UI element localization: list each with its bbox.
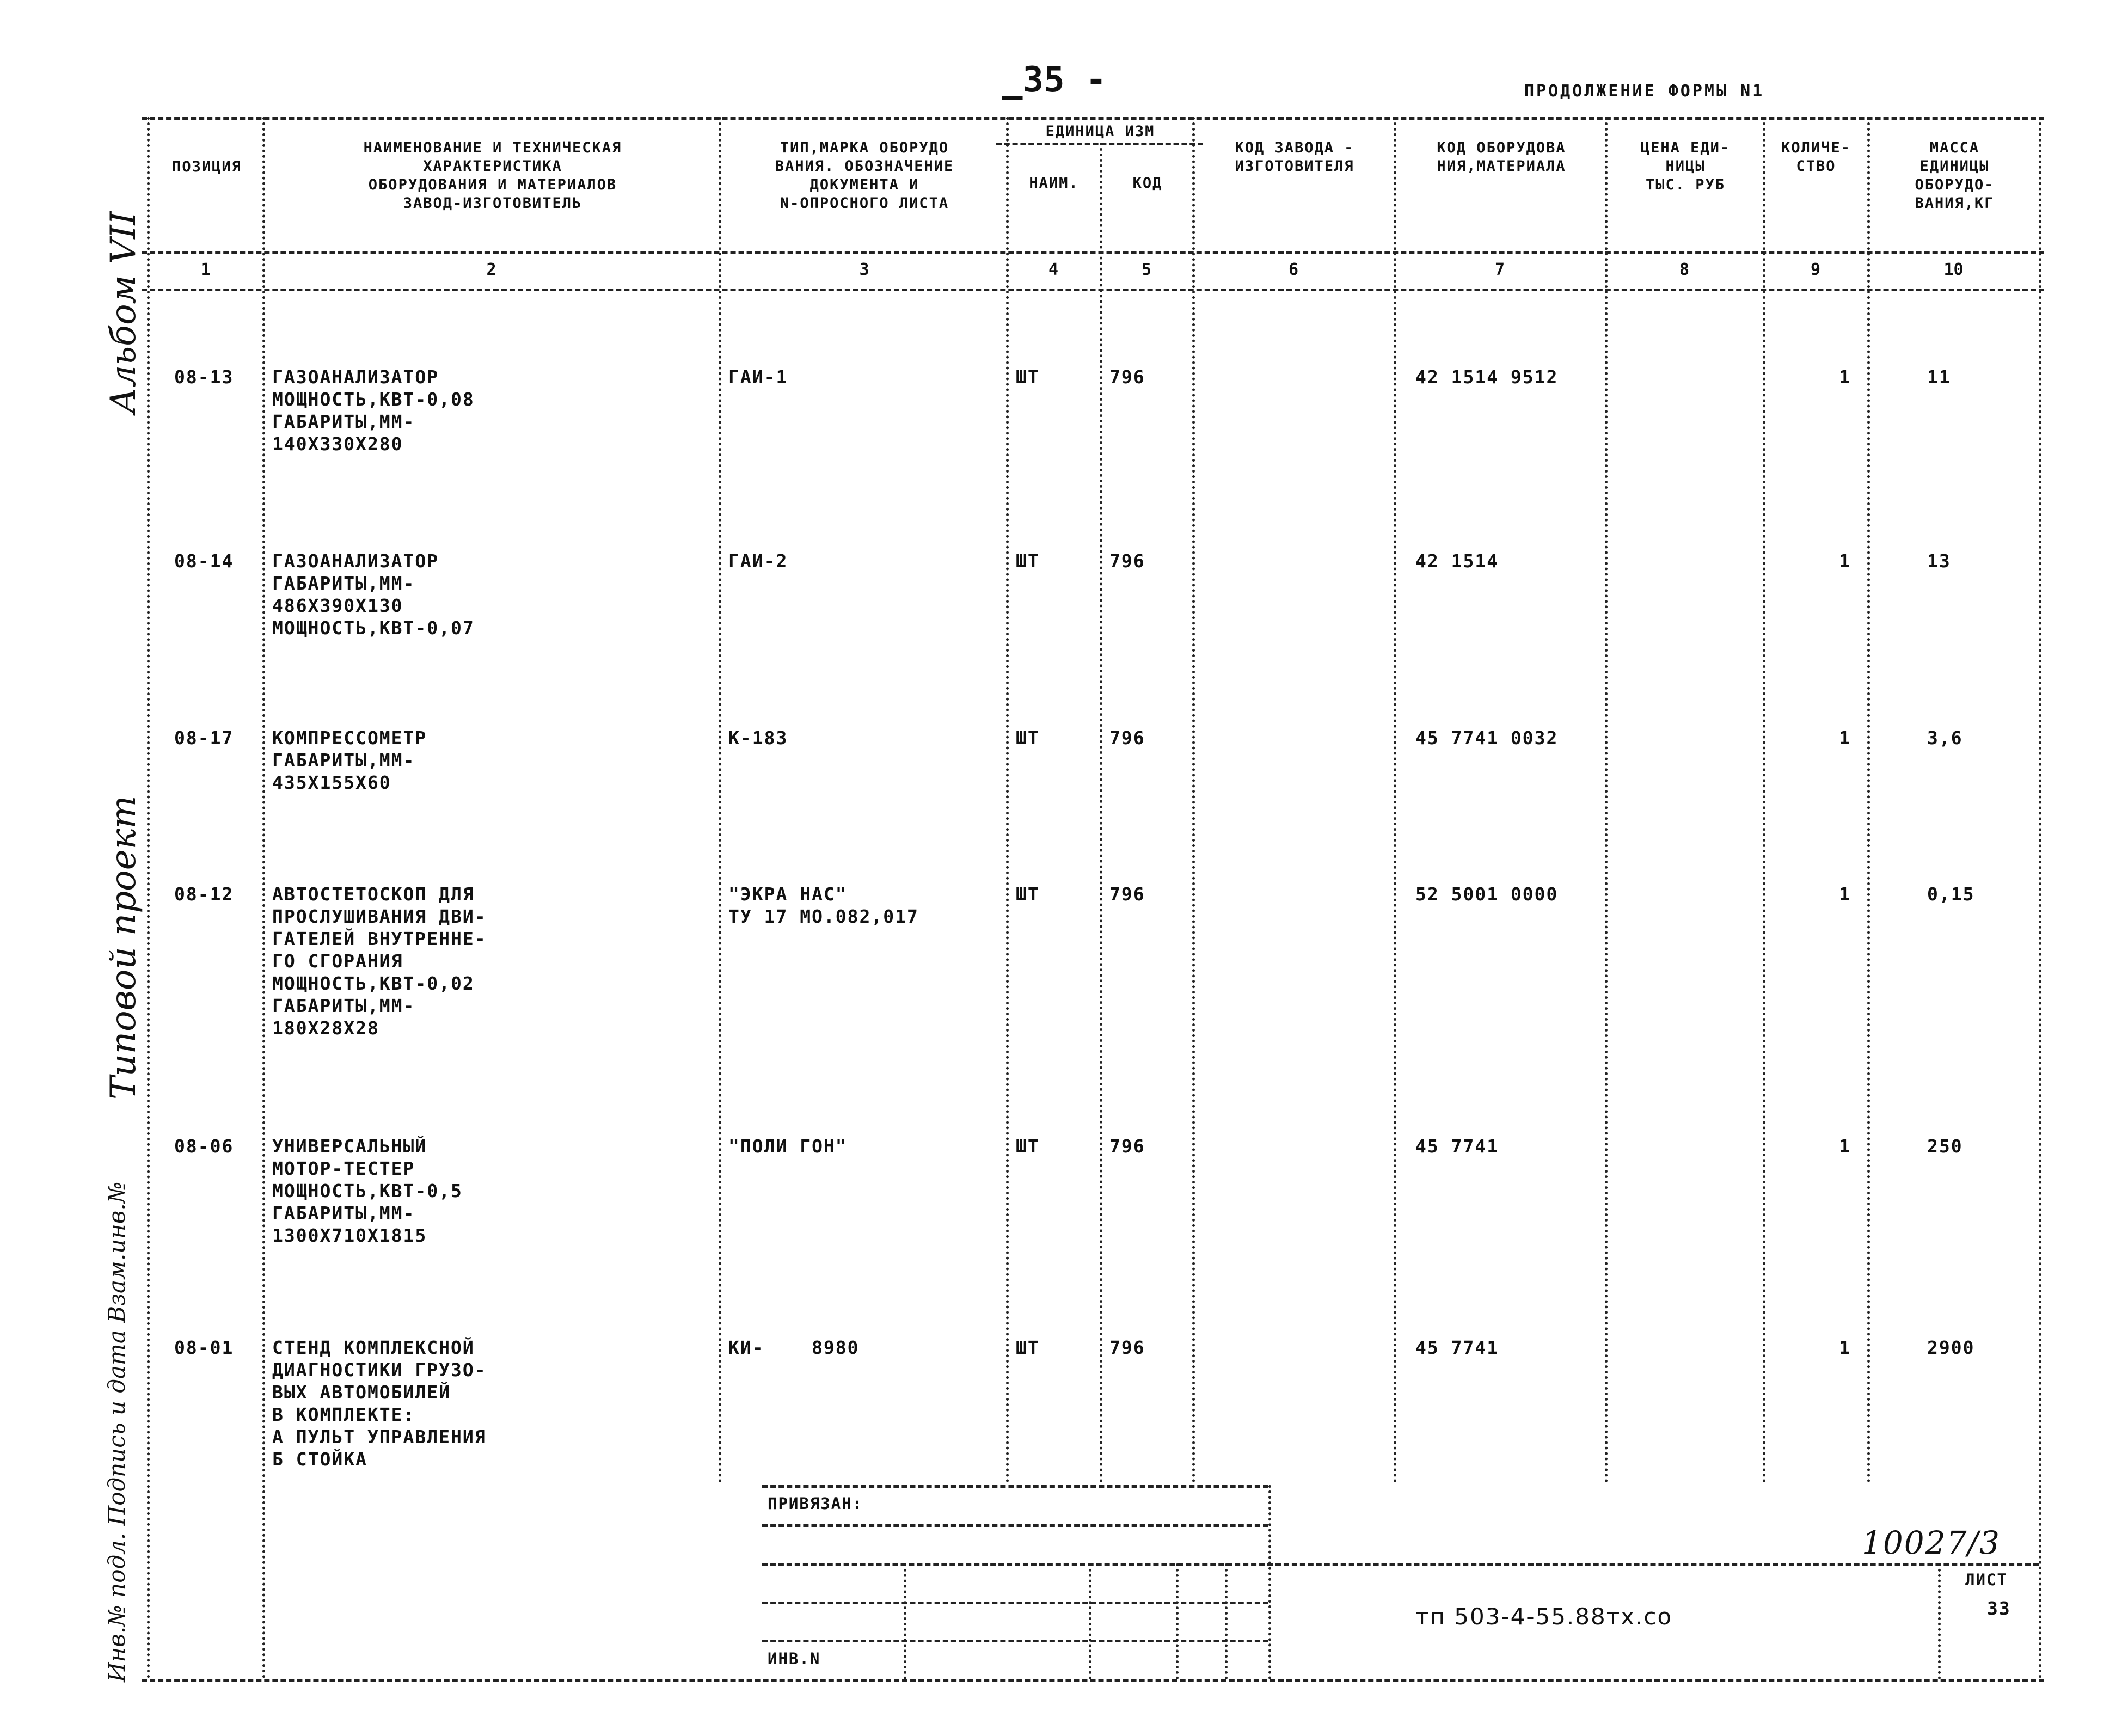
row-position: 08-01 xyxy=(174,1337,234,1358)
page-number: _35 - xyxy=(1002,60,1107,100)
col-divider xyxy=(1006,117,1009,1483)
col-divider xyxy=(147,117,150,1679)
header-unit-code: КОД xyxy=(1132,175,1163,192)
document-code: тп 503-4-55.88тх.со xyxy=(1415,1603,1673,1630)
stamp-divider xyxy=(1176,1563,1179,1679)
column-number: 6 xyxy=(1288,260,1299,279)
stamp-divider xyxy=(1938,1563,1941,1679)
row-type: К-183 xyxy=(728,727,788,749)
row-unit: ШТ xyxy=(1016,727,1040,749)
row-quantity: 1 xyxy=(1839,550,1851,572)
margin-signatures: Инв.№ подл. Подпись и дата Взам.инв.№ xyxy=(103,1181,130,1682)
row-mass: 0,15 xyxy=(1927,884,1975,905)
row-equipment-code: 45 7741 0032 xyxy=(1415,727,1559,749)
header-unit-name: НАИМ. xyxy=(1029,175,1079,192)
sheet-number: 33 xyxy=(1987,1598,2011,1619)
column-number: 7 xyxy=(1494,260,1505,279)
row-unit: ШТ xyxy=(1016,550,1040,572)
column-number: 1 xyxy=(200,260,211,279)
row-position: 08-17 xyxy=(174,727,234,749)
row-equipment-code: 42 1514 9512 xyxy=(1415,366,1559,388)
row-quantity: 1 xyxy=(1839,884,1851,905)
stamp-divider xyxy=(1089,1563,1091,1679)
row-unit: ШТ xyxy=(1016,884,1040,905)
column-number: 3 xyxy=(859,260,869,279)
row-equipment-code: 42 1514 xyxy=(1415,550,1499,572)
inventory-number-label: ИНВ.N xyxy=(768,1649,821,1668)
stamp-line xyxy=(762,1563,2039,1566)
stamp-line xyxy=(762,1602,1268,1604)
row-quantity: 1 xyxy=(1839,366,1851,388)
stamp-line xyxy=(762,1485,1268,1488)
row-type: ГАИ-2 xyxy=(728,550,788,572)
row-equipment-code: 45 7741 xyxy=(1415,1136,1499,1157)
row-type: "ЭКРА НАС" ТУ 17 МО.082,017 xyxy=(728,884,919,927)
row-quantity: 1 xyxy=(1839,1136,1851,1157)
col-divider xyxy=(719,117,721,1483)
row-position: 08-12 xyxy=(174,884,234,905)
row-mass: 2900 xyxy=(1927,1337,1975,1358)
col-divider xyxy=(262,117,265,1679)
column-number: 4 xyxy=(1048,260,1059,279)
row-name: СТЕНД КОМПЛЕКСНОЙ ДИАГНОСТИКИ ГРУЗО- ВЫХ АВТОМОБИЛЕЙ В КОМПЛЕКТЕ: А ПУЛЬТ УПРАВЛЕНИЯ Б СТОЙКА xyxy=(272,1337,487,1470)
row-unit: ШТ xyxy=(1016,1136,1040,1157)
table-bottom-border xyxy=(142,1679,2044,1682)
row-position: 08-13 xyxy=(174,366,234,388)
header-unit: ЕДИНИЦА ИЗМ xyxy=(1045,123,1155,140)
column-number: 10 xyxy=(1943,260,1964,279)
header-manufacturer-code: КОД ЗАВОДА - ИЗГОТОВИТЕЛЯ xyxy=(1235,139,1354,175)
column-number: 9 xyxy=(1810,260,1821,279)
row-name: АВТОСТЕТОСКОП ДЛЯ ПРОСЛУШИВАНИЯ ДВИ- ГАТЕЛЕЙ ВНУТРЕННЕ- ГО СГОРАНИЯ МОЩНОСТЬ,КВТ-0,02 ГАБАРИТЫ,ММ- 180Х28Х28 xyxy=(272,884,487,1039)
col-divider xyxy=(1605,117,1608,1483)
col-divider xyxy=(1192,117,1195,1483)
row-name: ГАЗОАНАЛИЗАТОР МОЩНОСТЬ,КВТ-0,08 ГАБАРИТЫ,ММ- 140Х330Х280 xyxy=(272,366,475,455)
col-divider xyxy=(2039,117,2041,1679)
sheet-label: ЛИСТ xyxy=(1965,1571,2008,1589)
stamp-line xyxy=(762,1524,1268,1527)
row-name: ГАЗОАНАЛИЗАТОР ГАБАРИТЫ,ММ- 486Х390Х130 МОЩНОСТЬ,КВТ-0,07 xyxy=(272,550,475,639)
privyazan-label: ПРИВЯЗАН: xyxy=(768,1494,863,1513)
row-unit-code: 796 xyxy=(1109,1136,1145,1157)
row-type: "ПОЛИ ГОН" xyxy=(728,1136,848,1157)
col-divider xyxy=(1867,117,1870,1483)
header-mass: МАССА ЕДИНИЦЫ ОБОРУДО- ВАНИЯ,КГ xyxy=(1915,139,1995,212)
col-divider xyxy=(1100,143,1102,1483)
row-equipment-code: 45 7741 xyxy=(1415,1337,1499,1358)
column-number: 5 xyxy=(1141,260,1152,279)
header-bottom-border xyxy=(142,251,2044,254)
header-type: ТИП,МАРКА ОБОРУДО ВАНИЯ. ОБОЗНАЧЕНИЕ ДОКУМЕНТА И N-ОПРОСНОГО ЛИСТА xyxy=(775,139,954,212)
margin-album: Альбом VII xyxy=(103,211,144,414)
colnum-bottom-border xyxy=(142,289,2044,291)
row-position: 08-14 xyxy=(174,550,234,572)
column-number: 8 xyxy=(1679,260,1690,279)
row-mass: 3,6 xyxy=(1927,727,1963,749)
header-quantity: КОЛИЧЕ- СТВО xyxy=(1781,139,1851,175)
col-divider xyxy=(1763,117,1765,1483)
row-quantity: 1 xyxy=(1839,727,1851,749)
table-top-border xyxy=(142,117,2044,120)
row-unit-code: 796 xyxy=(1109,884,1145,905)
row-name: КОМПРЕССОМЕТР ГАБАРИТЫ,ММ- 435Х155Х60 xyxy=(272,727,427,793)
margin-project: Типовой проект xyxy=(103,795,144,1100)
row-unit: ШТ xyxy=(1016,1337,1040,1358)
row-unit-code: 796 xyxy=(1109,1337,1145,1358)
row-unit-code: 796 xyxy=(1109,727,1145,749)
header-equipment-code: КОД ОБОРУДОВА НИЯ,МАТЕРИАЛА xyxy=(1437,139,1566,175)
header-position: ПОЗИЦИЯ xyxy=(172,158,242,175)
column-number: 2 xyxy=(486,260,496,279)
col-divider xyxy=(1394,117,1396,1483)
header-name: НАИМЕНОВАНИЕ И ТЕХНИЧЕСКАЯ ХАРАКТЕРИСТИКА ОБОРУДОВАНИЯ И МАТЕРИАЛОВ ЗАВОД-ИЗГОТОВИТЕЛЬ xyxy=(363,139,622,212)
row-unit: ШТ xyxy=(1016,366,1040,388)
row-mass: 13 xyxy=(1927,550,1951,572)
row-mass: 11 xyxy=(1927,366,1951,388)
row-position: 08-06 xyxy=(174,1136,234,1157)
continuation-label: ПРОДОЛЖЕНИЕ ФОРМЫ N1 xyxy=(1524,82,1765,101)
stamp-divider xyxy=(1225,1563,1228,1679)
handwritten-number: 10027/3 xyxy=(1862,1524,2001,1561)
row-type: КИ- 8980 xyxy=(728,1337,860,1358)
row-unit-code: 796 xyxy=(1109,550,1145,572)
header-unit-price: ЦЕНА ЕДИ- НИЦЫ ТЫС. РУБ xyxy=(1640,139,1731,193)
row-equipment-code: 52 5001 0000 xyxy=(1415,884,1559,905)
stamp-divider xyxy=(1268,1485,1271,1679)
stamp-line xyxy=(762,1640,1268,1642)
row-quantity: 1 xyxy=(1839,1337,1851,1358)
row-mass: 250 xyxy=(1927,1136,1963,1157)
row-unit-code: 796 xyxy=(1109,366,1145,388)
row-name: УНИВЕРСАЛЬНЫЙ МОТОР-ТЕСТЕР МОЩНОСТЬ,КВТ-0,5 ГАБАРИТЫ,ММ- 1300Х710Х1815 xyxy=(272,1136,463,1246)
stamp-divider xyxy=(904,1563,906,1679)
row-type: ГАИ-1 xyxy=(728,366,788,388)
